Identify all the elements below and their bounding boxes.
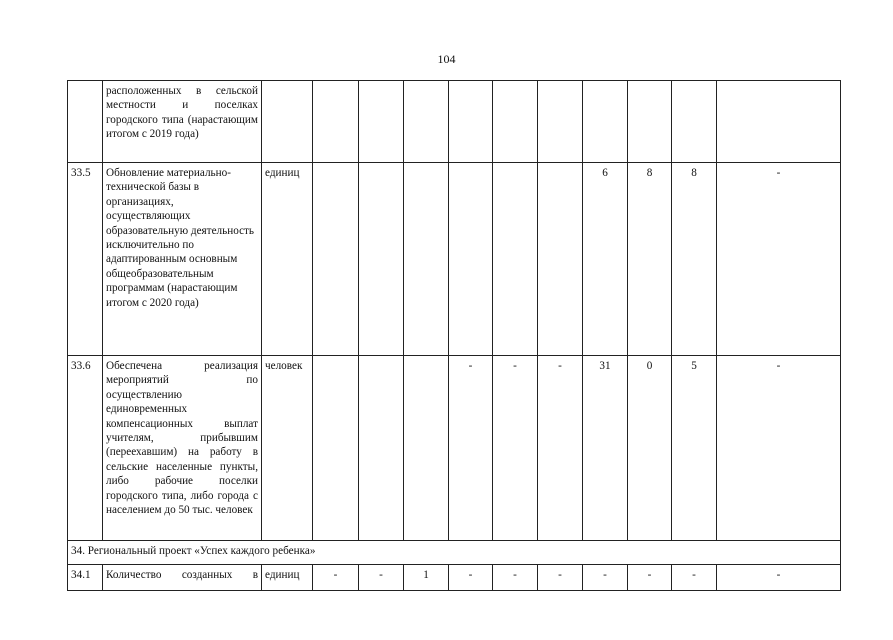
value-cell: - bbox=[672, 565, 717, 591]
value-cell bbox=[628, 81, 672, 163]
unit-cell: единиц bbox=[262, 565, 313, 591]
value-cell bbox=[404, 356, 449, 541]
table-row bbox=[68, 163, 841, 356]
row-number: 34.1 bbox=[68, 565, 103, 591]
value-cell bbox=[404, 163, 449, 356]
value-cell: - bbox=[583, 565, 628, 591]
page-number: 104 bbox=[437, 52, 456, 66]
value-cell: 0 bbox=[628, 356, 672, 541]
value-cell: 31 bbox=[583, 356, 628, 541]
value-cell: - bbox=[313, 565, 359, 591]
value-cell: - bbox=[717, 565, 841, 591]
value-cell: 8 bbox=[628, 163, 672, 356]
row-number: 33.5 bbox=[68, 163, 103, 356]
value-cell bbox=[717, 81, 841, 163]
section-title: 34. Региональный проект «Успех каждого ребенка» bbox=[68, 541, 841, 565]
value-cell: - bbox=[538, 356, 583, 541]
indicators-table bbox=[67, 80, 841, 591]
unit-cell: человек bbox=[262, 356, 313, 541]
value-cell bbox=[449, 81, 493, 163]
value-cell: - bbox=[717, 356, 841, 541]
value-cell bbox=[313, 163, 359, 356]
value-cell: - bbox=[359, 565, 404, 591]
value-cell: 1 bbox=[404, 565, 449, 591]
value-cell bbox=[404, 81, 449, 163]
value-cell: 8 bbox=[672, 163, 717, 356]
unit-cell: единиц bbox=[262, 163, 313, 356]
value-cell bbox=[538, 163, 583, 356]
indicator-description: Обеспечена реализация мероприятий по осуществлению единовременных компенсационных выплат учителям, прибывшим (переехавшим) на работу в сельские населенные пункты, либо рабочие поселки городского типа, либо города с населением до 50 тыс. человек bbox=[103, 356, 262, 541]
section-row bbox=[68, 541, 841, 565]
value-cell bbox=[359, 81, 404, 163]
value-cell: - bbox=[538, 565, 583, 591]
value-cell: 5 bbox=[672, 356, 717, 541]
row-number: 33.6 bbox=[68, 356, 103, 541]
value-cell: - bbox=[628, 565, 672, 591]
value-cell bbox=[449, 163, 493, 356]
value-cell bbox=[672, 81, 717, 163]
value-cell bbox=[583, 81, 628, 163]
unit-cell bbox=[262, 81, 313, 163]
value-cell bbox=[359, 163, 404, 356]
value-cell bbox=[359, 356, 404, 541]
table-row bbox=[68, 356, 841, 541]
value-cell: - bbox=[449, 565, 493, 591]
row-number bbox=[68, 81, 103, 163]
indicator-description: расположенных в сельской местности и поселках городского типа (нарастающим итогом с 2019 года) bbox=[103, 81, 262, 163]
value-cell: 6 bbox=[583, 163, 628, 356]
value-cell: - bbox=[493, 356, 538, 541]
value-cell bbox=[493, 81, 538, 163]
value-cell bbox=[313, 356, 359, 541]
table-row bbox=[68, 565, 841, 591]
value-cell: - bbox=[717, 163, 841, 356]
indicator-description: Обновление материально-технической базы в организациях, осуществляющих образовательную деятельность исключительно по адаптированным основным общеобразовательным программам (нарастающим итогом с 2020 года) bbox=[103, 163, 262, 356]
value-cell bbox=[538, 81, 583, 163]
value-cell: - bbox=[449, 356, 493, 541]
value-cell: - bbox=[493, 565, 538, 591]
value-cell bbox=[493, 163, 538, 356]
value-cell bbox=[313, 81, 359, 163]
indicator-description: Количество созданных в bbox=[103, 565, 262, 591]
table-row bbox=[68, 81, 841, 163]
